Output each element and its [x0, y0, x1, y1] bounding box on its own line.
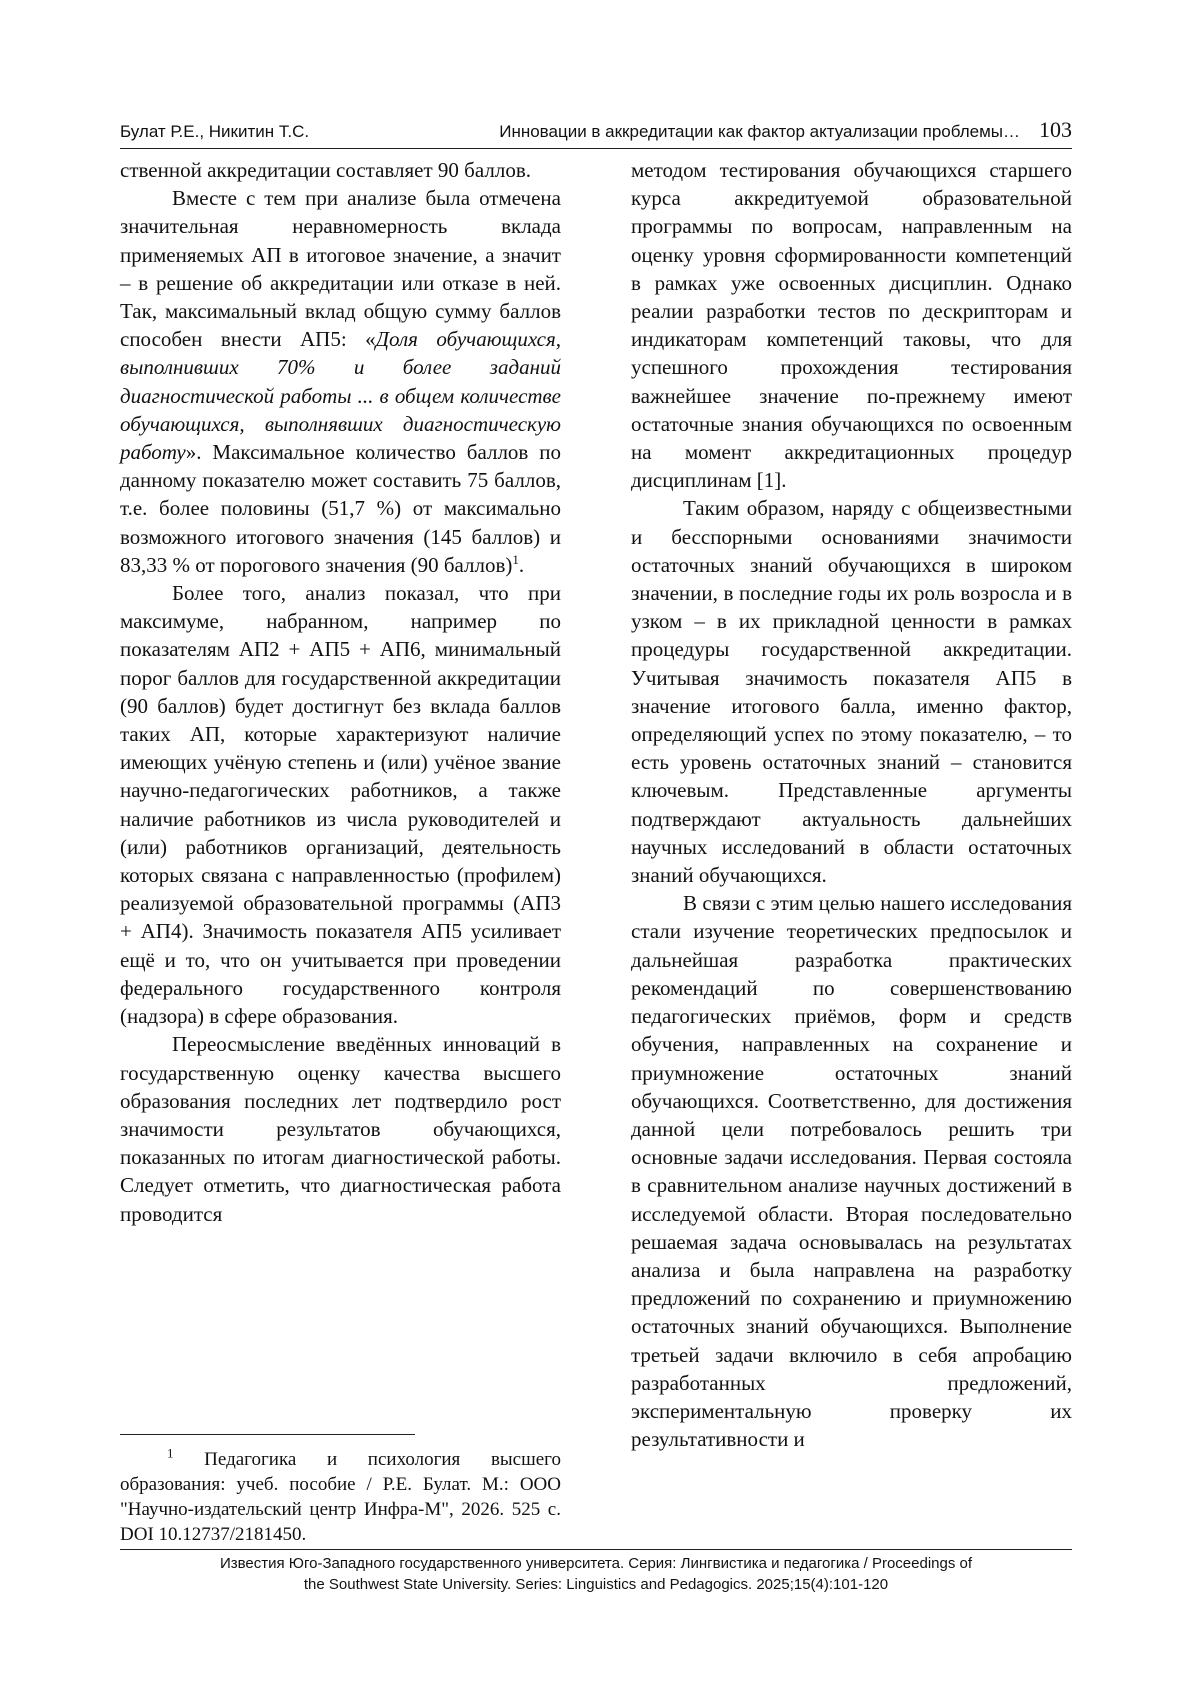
journal-footer	[120, 1553, 1072, 1595]
footnote-divider	[120, 1434, 415, 1435]
left-paragraph-2-period: .	[518, 552, 525, 577]
footnote	[120, 1447, 561, 1547]
left-paragraph-1: ственной аккредитации составляет 90 баллов.	[120, 158, 531, 182]
right-paragraph-2: Таким образом, наряду с общеизвестными и бесспорными основаниями значимости остаточных знаний обучающихся в широком значении, в последние годы их роль возросла и в узком – в их прикладной ценности в рамках процедуры государственной аккредитации. Учитывая значимость показателя АП5 в значение итогового балла, именно фактор, определяющий успех по этому показателю, – то есть уровень остаточных знаний – становится ключевым. Представленные аргументы подтверждают актуальность дальнейших научных исследований в области остаточных знаний обучающихся.	[631, 496, 1072, 888]
page-number: 103	[1039, 117, 1072, 142]
footer-divider	[120, 1549, 1072, 1550]
right-paragraph-1: методом тестирования обучающихся старшего курса аккредитуемой образовательной программы по вопросам, направленным на оценку уровня сформированности компетенций в рамках уже освоенных дисциплин. Однако реалии разработки тестов по дескрипторам и индикаторам компетенций таковы, что для успешного прохождения тестирования важнейшее значение по-прежнему имеют остаточные знания обучающихся по освоенным на момент аккредитационных процедур дисциплинам [1].	[631, 158, 1072, 493]
left-paragraph-3: Более того, анализ показал, что при максимуме, набранном, например по показателям АП2 + АП5 + АП6, минимальный порог баллов для государственной аккредитации (90 баллов) будет достигнут без вклада баллов таких АП, которые характеризуют наличие имеющих учёную степень и (или) учёное звание научно-педагогических работников, а также наличие работников из числа руководителей и (или) работников организаций, деятельность которых связана с направленностью (профилем) реализуемой образовательной программы (АП3 + АП4). Значимость показателя АП5 усиливает ещё и то, что он учитывается при проведении федерального государственного контроля (надзора) в сфере образования.	[120, 581, 561, 1029]
header-authors: Булат Р.Е., Никитин Т.С.	[120, 122, 310, 141]
running-header	[120, 117, 1072, 149]
footnote-mark: 1	[167, 1445, 174, 1461]
right-column	[631, 156, 1072, 1453]
footer-line-1: Известия Юго-Западного государственного университета. Серия: Лингвистика и педагогика / Proceedings of	[219, 1555, 973, 1572]
left-paragraph-2-end: ». Максимальное количество баллов по данному показателю может составить 75 баллов, т.е. более половины (51,7 %) от максимально возможного итогового значения (145 баллов) и 83,33 % от порогового значения (90 баллов)	[120, 440, 561, 577]
right-paragraph-3: В связи с этим целью нашего исследования стали изучение теоретических предпосылок и дальнейшая разработка практических рекомендаций по совершенствованию педагогических приёмов, форм и средств обучения, направленных на сохранение и приумножение остаточных знаний обучающихся. Соответственно, для достижения данной цели потребовалось решить три основные задачи исследования. Первая состояла в сравнительном анализе научных достижений в исследуемой области. Вторая последовательно решаемая задача основывалась на результатах анализа и была направлена на разработку предложений по сохранению и приумножению остаточных знаний обучающихся. Выполнение третьей задачи включило в себя апробацию разработанных предложений, экспериментальную проверку их результативности и	[631, 891, 1072, 1452]
footnote-reference[interactable]: 1	[512, 551, 519, 567]
left-column	[120, 156, 561, 1228]
left-paragraph-4: Переосмысление введённых инноваций в государственную оценку качества высшего образования последних лет подтвердило рост значимости результатов обучающихся, показанных по итогам диагностической работы. Следует отметить, что диагностическая работа проводится	[120, 1032, 561, 1226]
footnote-text: Педагогика и психология высшего образования: учеб. пособие / Р.Е. Булат. М.: ООО "Научно-издательский центр Инфра-М", 2026. 525 с. DOI 10.12737/2181450.	[120, 1449, 561, 1545]
footer-line-2: the Southwest State University. Series: Linguistics and Pedagogics. 2025;15(4):101-120	[303, 1576, 889, 1593]
header-title: Инновации в аккредитации как фактор актуализации проблемы…	[499, 122, 1020, 141]
indicator-quote: Доля обучающихся, выполнивших 70% и более заданий диагностической работы ... в общем количестве обучающихся, выполнявших диагностическую работу	[120, 327, 561, 465]
left-paragraph-2	[120, 184, 561, 579]
left-paragraph-2-start: Вместе с тем при анализе была отмечена значительная неравномерность вклада применяемых АП в итоговое значение, а значит – в решение об аккредитации или отказе в ней. Так, максимальный вклад общую сумму баллов способен внести АП5: «	[120, 186, 561, 352]
